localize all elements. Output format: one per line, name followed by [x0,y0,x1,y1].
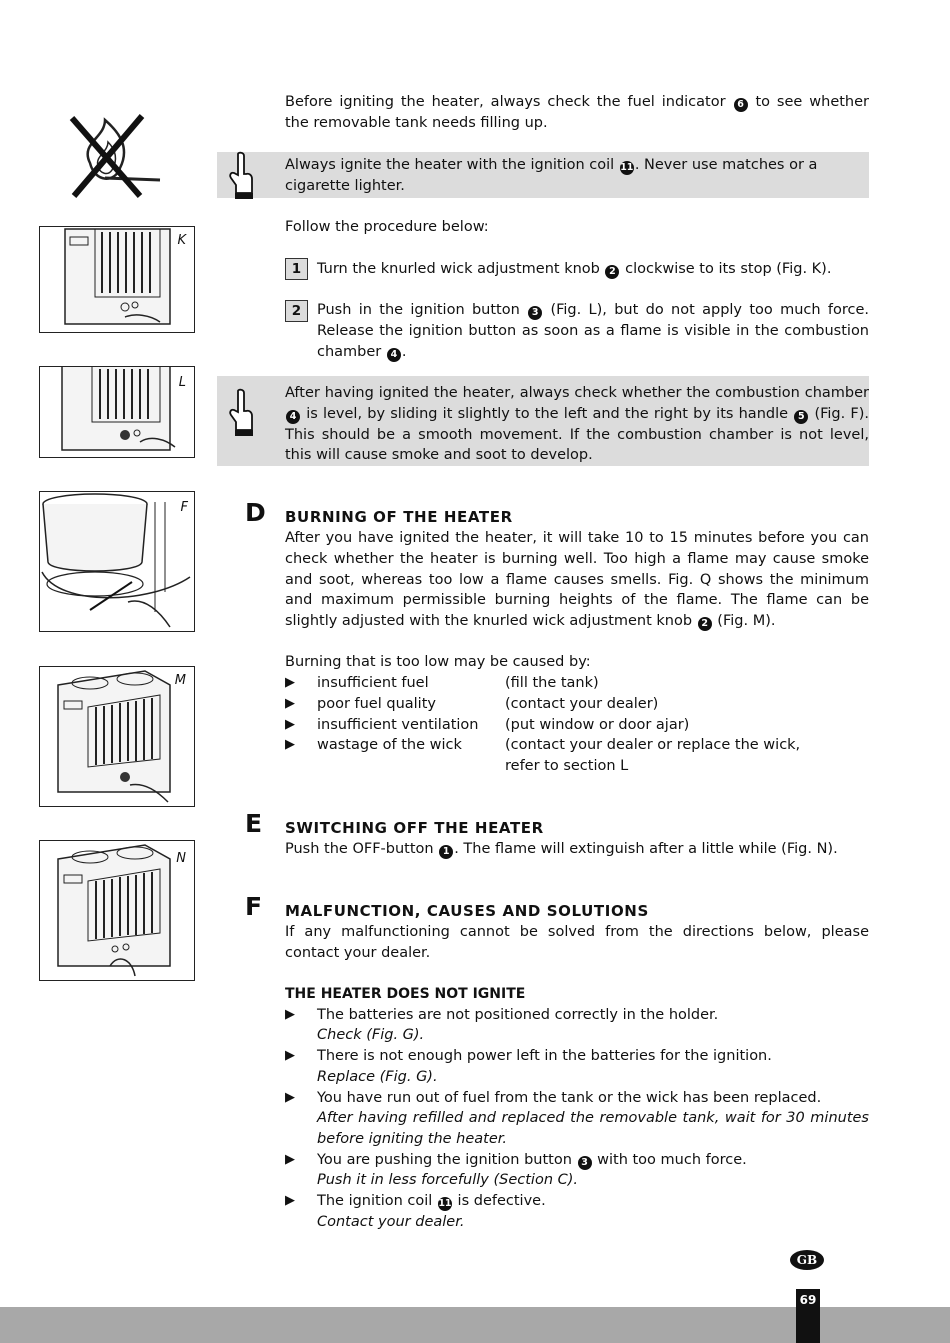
subsection-heading: THE HEATER DOES NOT IGNITE [285,986,526,1002]
ignition-coil-number: 11 [620,162,634,173]
list-item: ▶ You have run out of fuel from the tank or the wick has been replaced. [285,1088,869,1109]
figure-label: M [174,673,186,688]
list-item: ▶ insufficient ventilation (put window or door ajar) [285,715,869,736]
figure-m [39,666,195,807]
note-level: After having ignited the heater, always check whether the combustion chamber 4 is level, by sliding it slightly to the left and the right by its handle 5 (Fig. F). This should be a smooth movement. If the combustion chamber is not level, this will cause smoke and soot to develop. [285,385,870,464]
ignition-button-number: 3 [528,306,542,320]
section-heading: MALFUNCTION, CAUSES AND SOLUTIONS [285,902,649,920]
step-text: Turn the knurled wick adjustment knob 2 clockwise to its stop (Fig. K). [317,261,832,277]
step-number: 1 [285,258,308,280]
section-letter: F [245,892,263,921]
heater-illustration [40,227,194,332]
section-heading: SWITCHING OFF THE HEATER [285,819,544,837]
causes-intro: Burning that is too low may be caused by: [285,654,591,670]
bullet-arrow-icon: ▶ [285,1193,295,1208]
section-body: Push the OFF-button 1 . The flame will extinguish after a little while (Fig. N). [285,841,838,857]
heater-illustration [40,841,194,980]
bullet-arrow-icon: ▶ [285,717,295,732]
fuel-indicator-number: 6 [734,98,748,112]
combustion-chamber-illustration [40,492,194,631]
list-item: ▶ poor fuel quality (contact your dealer) [285,694,869,715]
list-item: ▶ The ignition coil 11 is defective. [285,1191,869,1212]
figure-label: F [180,500,188,515]
knob-number: 2 [698,617,712,631]
bullet-arrow-icon: ▶ [285,675,295,690]
bullet-arrow-icon: ▶ [285,1007,295,1022]
figure-label: N [176,851,186,866]
list-item: ▶ The batteries are not positioned correctly in the holder. [285,1005,869,1026]
solution-text: After having refilled and replaced the removable tank, wait for 30 minutes before igniting the heater. [317,1110,869,1147]
language-badge: GB [790,1250,824,1270]
heater-illustration [40,367,194,457]
intro-paragraph: Before igniting the heater, always check the fuel indicator 6 to see whether the removable tank needs filling up. [285,94,869,131]
solution-text: Replace (Fig. G). [317,1069,438,1085]
list-item: ▶ There is not enough power left in the batteries for the ignition. [285,1046,869,1067]
step-number: 2 [285,300,308,322]
handle-number: 5 [794,410,808,424]
off-button-number: 1 [439,845,453,859]
figure-k [39,226,195,333]
ignition-coil-number: 11 [438,1198,452,1209]
combustion-chamber-number: 4 [286,410,300,424]
section-heading: BURNING OF THE HEATER [285,508,513,526]
bullet-arrow-icon: ▶ [285,737,295,752]
combustion-chamber-number: 4 [387,348,401,362]
remedy-continuation: refer to section L [505,758,629,774]
heater-illustration [40,667,194,806]
note-ignite: Always ignite the heater with the ignition coil 11. Never use matches or a cigarette lighter. [285,157,818,194]
section-letter: D [245,498,266,527]
page-number: 69 [796,1289,820,1343]
step-text: Push in the ignition button 3 (Fig. L), but do not apply too much force. Release the ignition button as soon as a flame is visible in the combustion chamber 4 . [317,302,869,360]
pointing-hand-icon [222,388,260,438]
solution-text: Contact your dealer. [317,1214,465,1230]
knob-number: 2 [605,265,619,279]
bullet-arrow-icon: ▶ [285,1152,295,1167]
list-item: ▶ You are pushing the ignition button 3 with too much force. [285,1150,869,1171]
figure-label: K [177,233,186,248]
solution-text: Push it in less forcefully (Section C). [317,1172,579,1188]
bullet-arrow-icon: ▶ [285,696,295,711]
ignition-button-number: 3 [578,1156,592,1170]
figure-f [39,491,195,632]
figure-n [39,840,195,981]
pointing-hand-icon [222,151,260,201]
bullet-arrow-icon: ▶ [285,1090,295,1105]
section-body: If any malfunctioning cannot be solved from the directions below, please contact your dealer. [285,924,869,961]
section-body: After you have ignited the heater, it will take 10 to 15 minutes before you can check whether the heater is burning well. Too high a flame may cause smoke and soot, whereas too low a flame causes smells. Fig. Q shows the minimum and maximum permissible burning heights of the flame. The flame can be slightly adjusted with the knurled wick adjustment knob 2 (Fig. M). [285,530,869,630]
figure-label: L [178,375,186,390]
section-letter: E [245,809,263,838]
figure-l [39,366,195,458]
no-matches-icon [60,108,170,208]
list-item: ▶ wastage of the wick (contact your dealer or replace the wick, [285,735,869,756]
list-item: ▶ insufficient fuel (fill the tank) [285,673,869,694]
solution-text: Check (Fig. G). [317,1027,425,1043]
bullet-arrow-icon: ▶ [285,1048,295,1063]
follow-procedure: Follow the procedure below: [285,219,489,235]
